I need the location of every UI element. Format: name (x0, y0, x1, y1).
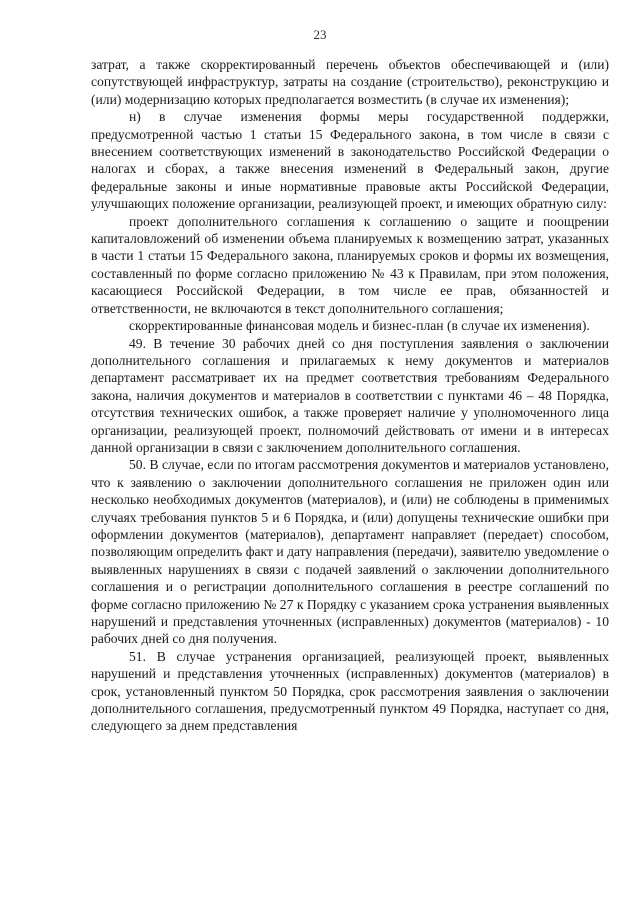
paragraph-draft-agreement: проект дополнительного соглашения к соглашению о защите и поощрении капиталовложений об изменении объема планируемых к возмещению затрат, указанных в части 1 статьи 15 Федерального закона, планируемых сроков и формы их возмещения, составленный по форме согласно приложению № 43 к Правилам, при этом положения, касающиеся Российской Федерации, в том числе ее прав, обязанностей и ответственности, не включаются в текст дополнительного соглашения; (91, 213, 609, 316)
page-number: 23 (313, 27, 327, 42)
paragraph-item-n: н) в случае изменения формы меры государственной поддержки, предусмотренной частью 1 статьи 15 Федерального закона, в том числе в связи с внесением соответствующих изменений в законодательство Российской Федерации о налогах и сборах, а также внесения изменений в Федеральный закон, другие федеральные законы и иные нормативные правовые акты Российской Федерации, улучшающих положение организации, реализующей проект, и имеющих обратную силу: (91, 109, 609, 212)
paragraph-51: 51. В случае устранения организацией, реализующей проект, выявленных нарушений и представления уточненных (исправленных) документов (материалов) в срок, установленный пунктом 50 Порядка, срок рассмотрения заявления о заключении дополнительного соглашения, предусмотренный пунктом 49 Порядка, наступает со дня, следующего за днем представления (91, 648, 609, 734)
document-body (91, 56, 609, 735)
paragraph-49: 49. В течение 30 рабочих дней со дня поступления заявления о заключении дополнительного соглашения и прилагаемых к нему документов и материалов департамент рассматривает их на предмет соответствия требованиям Федерального закона, наличия документов и материалов в соответствии с пунктами 46 – 48 Порядка, отсутствия технических ошибок, а также проверяет наличие у уполномоченного лица организации, реализующей проект, полномочий действовать от имени и в интересах данной организации в связи с заключением дополнительного соглашения. (91, 335, 609, 455)
paragraph-50: 50. В случае, если по итогам рассмотрения документов и материалов установлено, что к заявлению о заключении дополнительного соглашения не приложен один или несколько необходимых документов (материалов), и (или) не соблюдены в применимых случаях требования пунктов 5 и 6 Порядка, и (или) допущены технические ошибки при оформлении документов (материалов), департамент направляет (передает) способом, позволяющим определить факт и дату направления (передачи), заявителю уведомление о выявленных нарушениях в связи с подачей заявлений о заключении дополнительного соглашения и о регистрации дополнительного соглашения в реестре соглашений по форме согласно приложению № 27 к Порядку с указанием срока устранения выявленных нарушений и представления уточненных (исправленных) документов (материалов) - 10 рабочих дней со дня получения. (91, 457, 609, 647)
paragraph-financial-model: скорректированные финансовая модель и бизнес-план (в случае их изменения). (129, 318, 590, 334)
paragraph-continuation: затрат, а также скорректированный перечень объектов обеспечивающей и (или) сопутствующей инфраструктур, затраты на создание (строительство), реконструкцию и (или) модернизацию которых предполагается возместить (в случае их изменения); (91, 57, 609, 107)
